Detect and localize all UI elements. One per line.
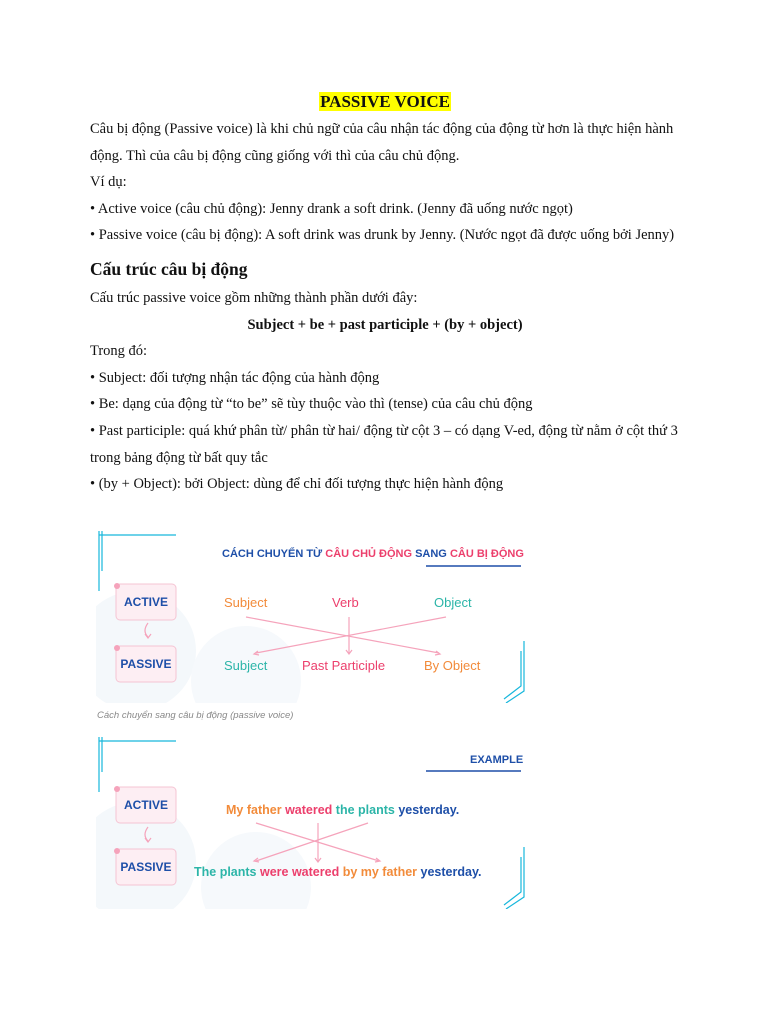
conversion-diagram bbox=[96, 531, 528, 703]
formula: Subject + be + past participle + (by + object) bbox=[247, 316, 523, 333]
intro-paragraph: Câu bị động (Passive voice) là khi chủ ngữ của câu nhận tác động của động từ hơn là thực hiện hành động. Thì của câu bị động cũng giống với thì của câu chủ động. bbox=[90, 121, 674, 164]
tech-lines-left bbox=[99, 737, 176, 792]
bottom-past-participle: Past Participle bbox=[302, 658, 386, 673]
box-dot bbox=[114, 645, 120, 651]
figure-heading: CÁCH CHUYỂN TỪ CÂU CHỦ ĐỘNG SANG CÂU BỊ ĐỘNG bbox=[222, 548, 524, 560]
example-active: • Active voice (câu chủ động): Jenny drank a soft drink. (Jenny đã uống nước ngọt) bbox=[90, 200, 573, 217]
top-verb: Verb bbox=[332, 595, 359, 610]
tech-lines-right bbox=[504, 641, 524, 703]
example-passive: • Passive voice (câu bị động): A soft drink was drunk by Jenny. (Nước ngọt đã được uống bởi Jenny) bbox=[90, 227, 675, 244]
figure-caption: Cách chuyển sang câu bị động (passive voice) bbox=[97, 710, 294, 721]
document-body bbox=[90, 92, 680, 498]
top-object: Object bbox=[434, 595, 472, 610]
tech-lines-right bbox=[504, 847, 524, 909]
passive-sentence: The plants were watered by my father yesterday. bbox=[194, 865, 482, 879]
tech-lines-left bbox=[99, 531, 176, 591]
passive-label: PASSIVE bbox=[120, 860, 172, 874]
bullet-by-object: • (by + Object): bởi Object: dùng để chỉ đối tượng thực hiện hành động bbox=[90, 476, 504, 493]
bottom-by-object: By Object bbox=[424, 658, 481, 673]
where-label: Trong đó: bbox=[90, 343, 148, 360]
figure-heading: EXAMPLE bbox=[470, 754, 524, 766]
page-title: PASSIVE VOICE bbox=[320, 92, 450, 111]
active-sentence: My father watered the plants yesterday. bbox=[226, 803, 460, 817]
section-heading-structure: Cấu trúc câu bị động bbox=[90, 258, 248, 279]
structure-intro: Cấu trúc passive voice gồm những thành phần dưới đây: bbox=[90, 289, 418, 306]
bullet-subject: • Subject: đối tượng nhận tác động của hành động bbox=[90, 369, 380, 386]
example-label: Ví dụ: bbox=[90, 174, 127, 191]
figure-example-diagram bbox=[96, 737, 528, 909]
box-dot bbox=[114, 786, 120, 792]
bullet-be: • Be: dạng của động từ “to be” sẽ tùy thuộc vào thì (tense) của câu chủ động bbox=[90, 396, 533, 413]
box-dot bbox=[114, 583, 120, 589]
top-subject: Subject bbox=[224, 595, 268, 610]
active-label: ACTIVE bbox=[123, 595, 169, 609]
bottom-subject: Subject bbox=[224, 658, 268, 673]
example-diagram bbox=[96, 737, 528, 909]
passive-label: PASSIVE bbox=[120, 657, 172, 671]
active-label: ACTIVE bbox=[123, 798, 169, 812]
bullet-past-participle: • Past participle: quá khứ phân từ/ phân từ hai/ động từ cột 3 – có dạng V-ed, động từ nằm ở cột thứ 3 trong bảng động từ bất quy tắc bbox=[90, 422, 678, 466]
figure-conversion-diagram bbox=[96, 531, 528, 703]
box-dot bbox=[114, 848, 120, 854]
